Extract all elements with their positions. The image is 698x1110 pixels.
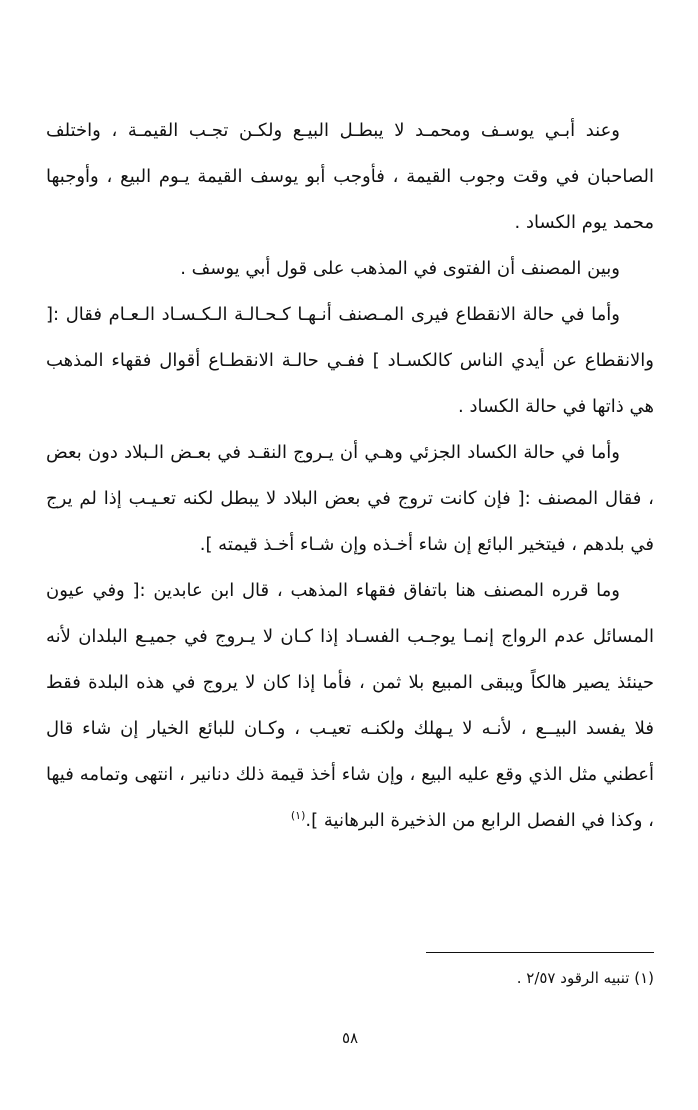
- paragraph-5: [46, 568, 654, 844]
- paragraph-4: وأما في حالة الكساد الجزئي وهـي أن يـروج النقـد في بعـض الـبلاد دون بعض ، فقال المصنف :[ فإن كانت تروج في بعض البلاد لا يبطل لكنه تعـيـب إذا لم يرج في بلدهم ، فيتخير البائع إن شاء أخـذه وإن شـاء أخـذ قيمته ].: [46, 442, 654, 555]
- page-number: ٥٨: [341, 1029, 359, 1047]
- paragraph-3: وأما في حالة الانقطاع فيرى المـصنف أنـهـا كـحـالـة الـكـسـاد الـعـام فقال :[ والانقطاع عن أيدي الناس كالكسـاد ] ففـي حالـة الانقطـاع أقوال فقهاء المذهب هي ذاتها في حالة الكساد .: [46, 304, 654, 417]
- footnote-reference: (١): [290, 809, 306, 822]
- footnote: (١) تنبيه الرقود ٢/٥٧ .: [516, 969, 654, 987]
- paragraph-5-text: وما قرره المصنف هنا باتفاق فقهاء المذهب ، قال ابن عابدين :[ وفي عيون المسائل عدم الرواج إنمـا يوجـب الفسـاد إذا كـان لا يـروج في جميـع البلدان لأنه حينئذ يصير هالكاً ويبقى المبيع بلا ثمن ، فأما إذا كان لا يروج في هذه البلدة فقط فلا يفسد البيــع ، لأنـه لا يـهلك ولكنـه تعيـب ، وكـان للبائع الخيار إن شاء قال أعطني مثل الذي وقع عليه البيع ، وإن شاء أخذ قيمة ذلك دنانير ، انتهى وتمامه فيها ، وكذا في الفصل الرابع من الذخيرة البرهانية ].: [46, 580, 654, 831]
- paragraph-2: وبين المصنف أن الفتوى في المذهب على قول أبي يوسف .: [180, 258, 620, 279]
- book-page: [46, 108, 654, 1068]
- footnote-separator: [426, 952, 654, 953]
- paragraph-1: وعند أبـي يوسـف ومحمـد لا يبطـل البيـع ولكـن تجـب القيمـة ، واختلف الصاحبان في وقت وجوب القيمة ، فأوجب أبو يوسف القيمة يـوم البيع ، وأوجبها محمد يوم الكساد .: [46, 120, 654, 233]
